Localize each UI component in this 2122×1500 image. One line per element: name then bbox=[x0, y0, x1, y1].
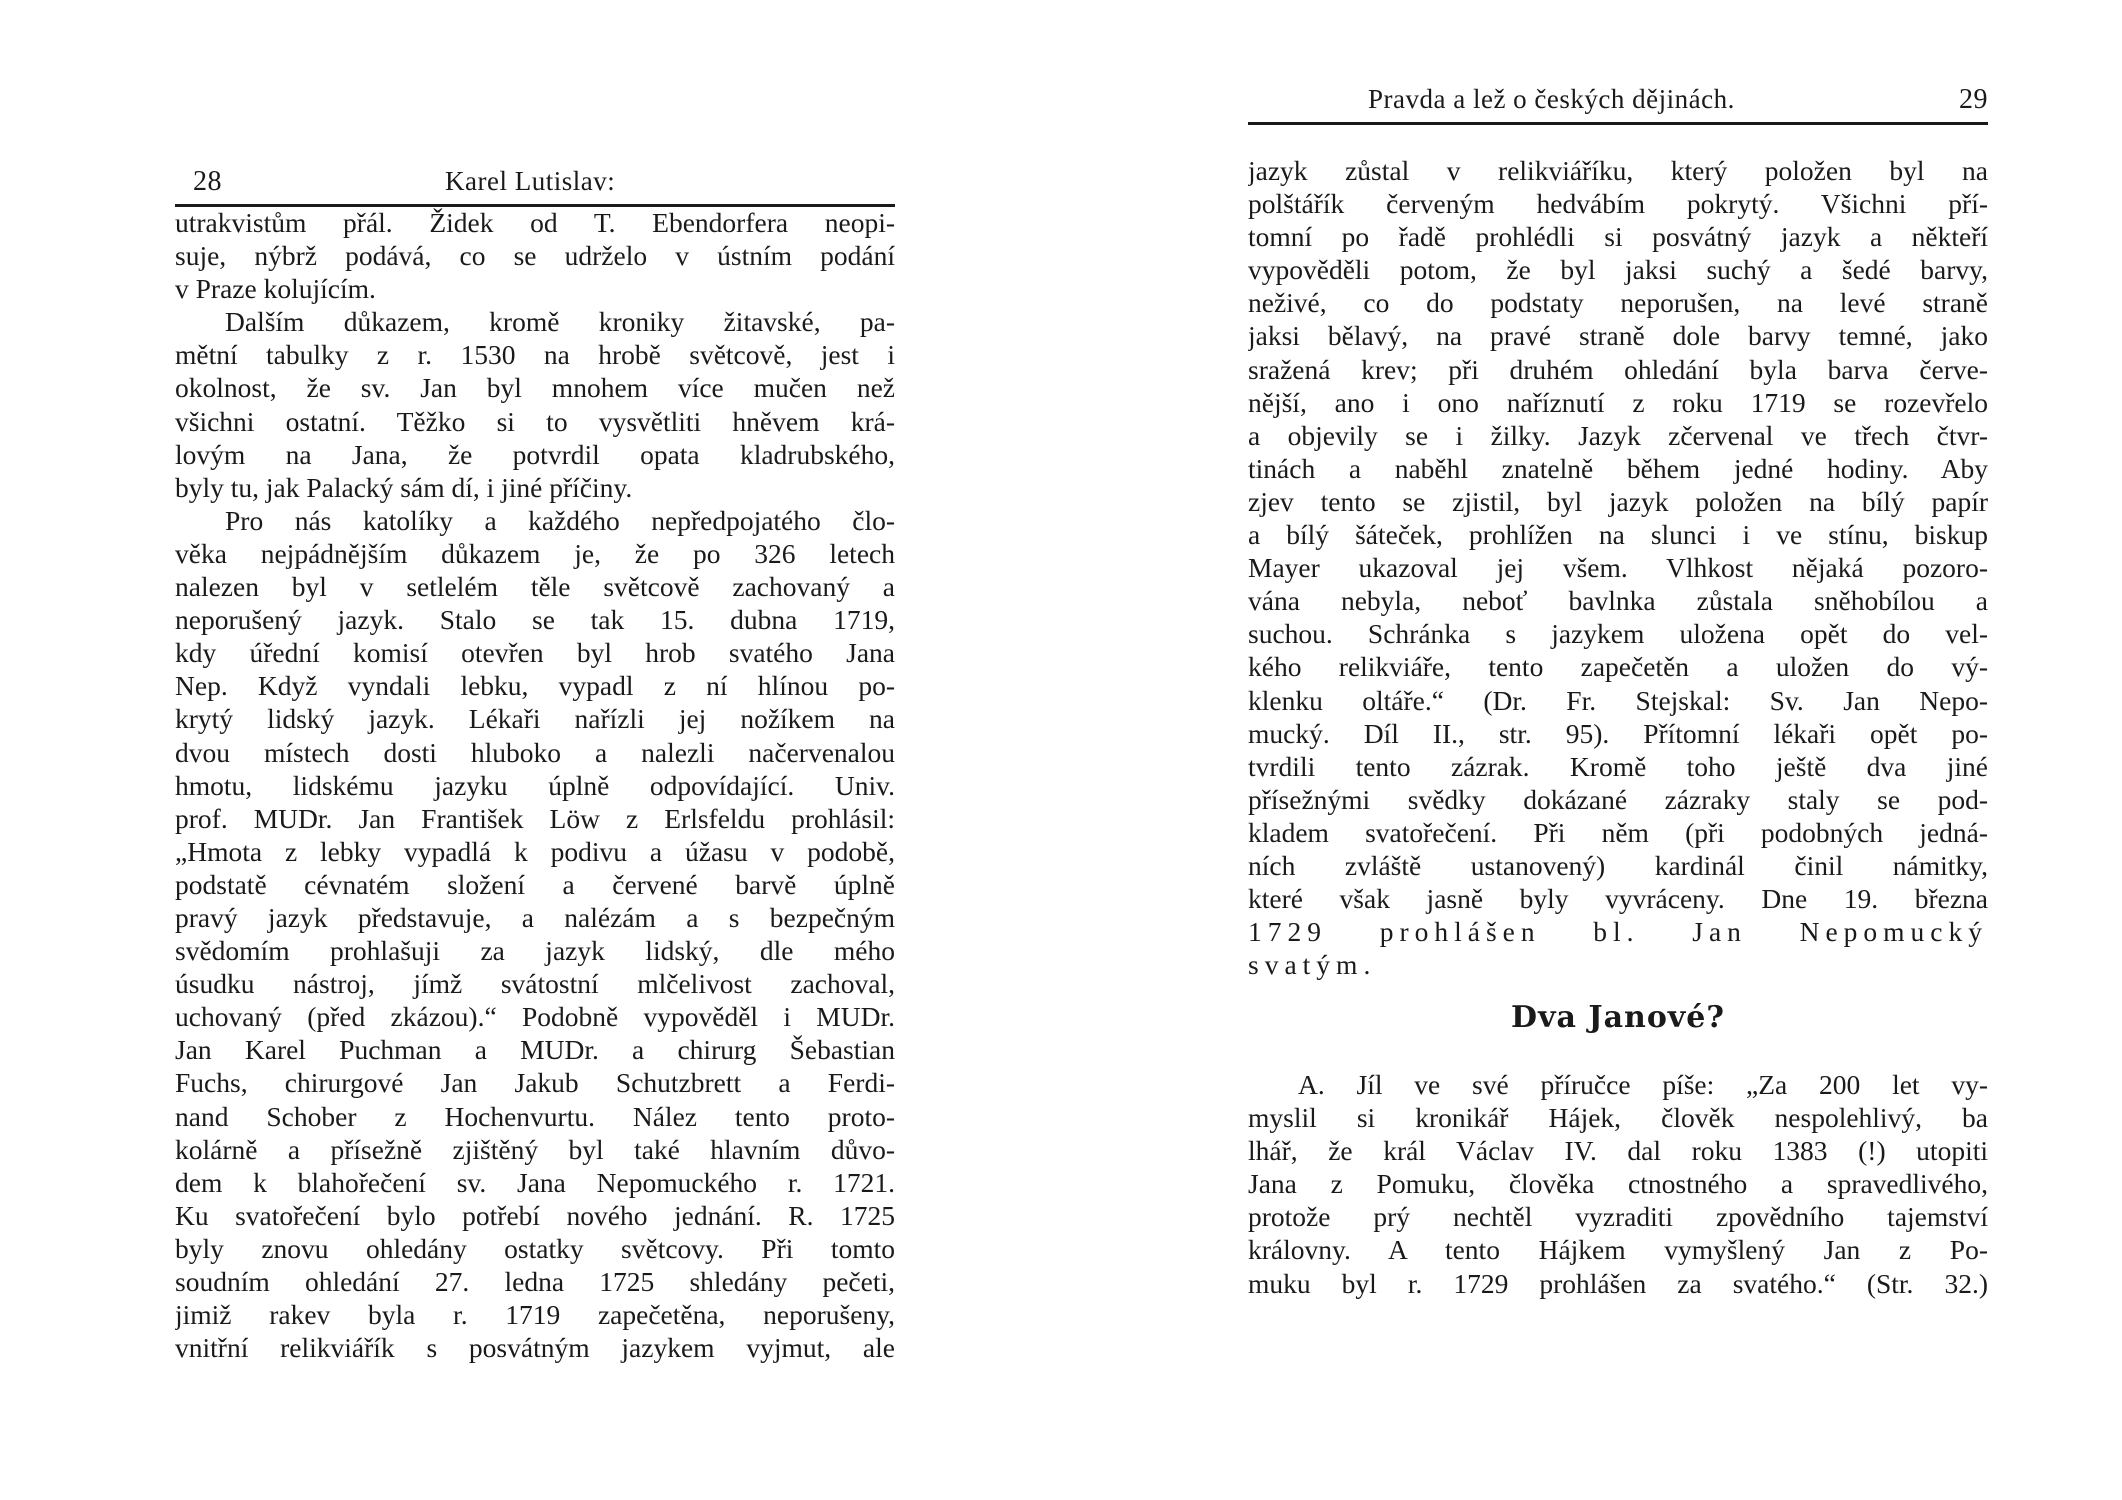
page-number: 28 bbox=[193, 166, 222, 197]
text-line: dem k blahořečení sv. Jana Nepomuckého r. 1721. bbox=[175, 1166, 895, 1198]
text-line: tvrdili tento zázrak. Kromě toho ještě dva jiné bbox=[1248, 750, 1988, 782]
text-line: byly znovu ohledány ostatky světcovy. Při tomto bbox=[175, 1232, 895, 1264]
text-line: byly tu, jak Palacký sám dí, i jiné příčiny. bbox=[175, 471, 633, 503]
text-line: a bílý šáteček, prohlížen na slunci i ve stínu, biskup bbox=[1248, 519, 1988, 551]
text-line: svědomím prohlašuji za jazyk lidský, dle mého bbox=[175, 935, 895, 967]
text-line: jimiž rakev byla r. 1719 zapečetěna, neporušeny, bbox=[175, 1299, 895, 1331]
text-line: vypověděli potom, že byl jaksi suchý a šedé barvy, bbox=[1248, 254, 1988, 286]
text-line: Dalším důkazem, kromě kroniky žitavské, pa- bbox=[225, 306, 895, 338]
text-line: neživé, co do podstaty neporušen, na levé straně bbox=[1248, 287, 1988, 319]
header-rule bbox=[1248, 122, 1988, 125]
text-line: lovým na Jana, že potvrdil opata kladrubského, bbox=[175, 438, 895, 470]
text-line: ních zvláště ustanovený) kardinál činil námitky, bbox=[1248, 849, 1988, 881]
text-line: nější, ano i ono naříznutí z roku 1719 se rozevřelo bbox=[1248, 386, 1988, 418]
text-line: nalezen byl v setlelém těle světcově zachovaný a bbox=[175, 571, 895, 603]
right-page bbox=[1248, 0, 1988, 1500]
text-line: Nep. Když vyndali lebku, vypadl z ní hlínou po- bbox=[175, 670, 895, 702]
text-line: mětní tabulky z r. 1530 na hrobě světcově, jest i bbox=[175, 339, 895, 371]
text-line: vána nebyla, neboť bavlnka zůstala sněhobílou a bbox=[1248, 585, 1988, 617]
text-line: suchou. Schránka s jazykem uložena opět do vel- bbox=[1248, 618, 1988, 650]
text-line: suje, nýbrž podává, co se udrželo v ústním podání bbox=[175, 240, 895, 272]
text-line: tomní po řadě prohlédli si posvátný jazyk a někteří bbox=[1248, 221, 1988, 253]
text-line: Mayer ukazoval jej všem. Vlhkost nějaká pozoro- bbox=[1248, 552, 1988, 584]
text-line: Pro nás katolíky a každého nepředpojatého člo- bbox=[225, 504, 895, 536]
text-line: A. Jíl ve své příručce píše: „Za 200 let vy- bbox=[1298, 1069, 1988, 1100]
text-line: lhář, že král Václav IV. dal roku 1383 (!) utopiti bbox=[1248, 1135, 1988, 1167]
text-line: svatým. bbox=[1248, 949, 1377, 981]
running-title: Karel Lutislav: bbox=[445, 166, 616, 196]
text-line: které však jasně byly vyvráceny. Dne 19. března bbox=[1248, 883, 1988, 915]
text-line: polštářík červeným hedvábím pokrytý. Všichni pří- bbox=[1248, 188, 1988, 220]
text-line: věka nejpádnějším důkazem je, že po 326 letech bbox=[175, 537, 895, 569]
text-line: utrakvistům přál. Židek od T. Ebendorfera neopi- bbox=[175, 207, 895, 238]
body-text-section-2 bbox=[1248, 1068, 1988, 1300]
text-line: hmotu, lidskému jazyku úplně odpovídající. Univ. bbox=[175, 769, 895, 801]
text-line: úsudku nástroj, jímž svátostní mlčelivost zachoval, bbox=[175, 968, 895, 1000]
text-line: královny. A tento Hájkem vymyšlený Jan z Po- bbox=[1248, 1234, 1988, 1266]
text-line: dvou místech dosti hluboko a nalezli načervenalou bbox=[175, 736, 895, 768]
left-page bbox=[175, 0, 895, 1500]
text-line: soudním ohledání 27. ledna 1725 shledány pečeti, bbox=[175, 1266, 895, 1297]
section-heading: Dva Janové? bbox=[1511, 1000, 1725, 1035]
text-line: podstatě cévnatém složení a červené barvě úplně bbox=[175, 868, 895, 900]
text-line: Fuchs, chirurgové Jan Jakub Schutzbrett a Ferdi- bbox=[175, 1067, 895, 1099]
text-line: 1729 prohlášen bl. Jan Nepomucký bbox=[1248, 916, 1988, 948]
text-line: muku byl r. 1729 prohlášen za svatého.“ (Str. 32.) bbox=[1248, 1267, 1988, 1299]
text-line: Ku svatořečení bylo potřebí nového jednání. R. 1725 bbox=[175, 1199, 895, 1231]
text-line: jaksi bělavý, na pravé straně dole barvy temné, jako bbox=[1248, 320, 1988, 352]
text-line: v Praze kolujícím. bbox=[175, 273, 376, 305]
text-line: zjev tento se zjistil, byl jazyk položen na bílý papír bbox=[1248, 485, 1988, 517]
text-line: Jana z Pomuku, člověka ctnostného a spravedlivého, bbox=[1248, 1168, 1988, 1200]
text-line: nand Schober z Hochenvurtu. Nález tento proto- bbox=[175, 1100, 895, 1132]
text-line: a objevily se i žilky. Jazyk zčervenal ve třech čtvr- bbox=[1248, 419, 1988, 451]
text-line: přísežnými svědky dokázané zázraky staly se pod- bbox=[1248, 783, 1988, 815]
running-head bbox=[1248, 84, 1988, 124]
text-line: kladem svatořečení. Při něm (při podobných jedná- bbox=[1248, 816, 1988, 848]
text-line: myslil si kronikář Hájek, člověk nespolehlivý, ba bbox=[1248, 1102, 1988, 1134]
text-line: kdy úřední komisí otevřen byl hrob svatého Jana bbox=[175, 637, 895, 669]
text-line: okolnost, že sv. Jan byl mnohem více mučen než bbox=[175, 372, 895, 404]
text-line: klenku oltáře.“ (Dr. Fr. Stejskal: Sv. Jan Nepo- bbox=[1248, 684, 1988, 716]
text-line: všichni ostatní. Těžko si to vysvětliti hněvem krá- bbox=[175, 405, 895, 437]
text-line: vnitřní relikviářík s posvátným jazykem vyjmut, ale bbox=[175, 1332, 895, 1364]
text-line: pravý jazyk představuje, a nalézám a s bezpečným bbox=[175, 901, 895, 933]
text-line: „Hmota z lebky vypadlá k podivu a úžasu v podobě, bbox=[175, 835, 895, 867]
page-number: 29 bbox=[1959, 84, 1988, 115]
text-line: kého relikviáře, tento zapečetěn a uložen do vý- bbox=[1248, 651, 1988, 683]
text-line: sražená krev; při druhém ohledání byla barva červe- bbox=[1248, 353, 1988, 385]
body-text bbox=[175, 206, 895, 1364]
text-line: prof. MUDr. Jan František Löw z Erlsfeldu prohlásil: bbox=[175, 802, 895, 834]
text-line: protože prý nechtěl vyzraditi zpovědního tajemství bbox=[1248, 1201, 1988, 1233]
running-title: Pravda a lež o českých dějinách. bbox=[1368, 84, 1735, 114]
text-line: kolárně a přísežně zjištěný byl také hlavním důvo- bbox=[175, 1133, 895, 1165]
text-line: tinách a naběhl znatelně během jedné hodiny. Aby bbox=[1248, 452, 1988, 484]
text-line: uchovaný (před zkázou).“ Podobně vypověděl i MUDr. bbox=[175, 1001, 895, 1033]
text-line: neporušený jazyk. Stalo se tak 15. dubna 1719, bbox=[175, 604, 895, 636]
text-line: krytý lidský jazyk. Lékaři nařízli jej nožíkem na bbox=[175, 703, 895, 735]
text-line: jazyk zůstal v relikviáříku, který položen byl na bbox=[1248, 155, 1988, 186]
body-text bbox=[1248, 154, 1988, 981]
text-line: Jan Karel Puchman a MUDr. a chirurg Šebastian bbox=[175, 1034, 895, 1066]
text-line: mucký. Díl II., str. 95). Přítomní lékaři opět po- bbox=[1248, 717, 1988, 749]
running-head bbox=[175, 166, 895, 206]
